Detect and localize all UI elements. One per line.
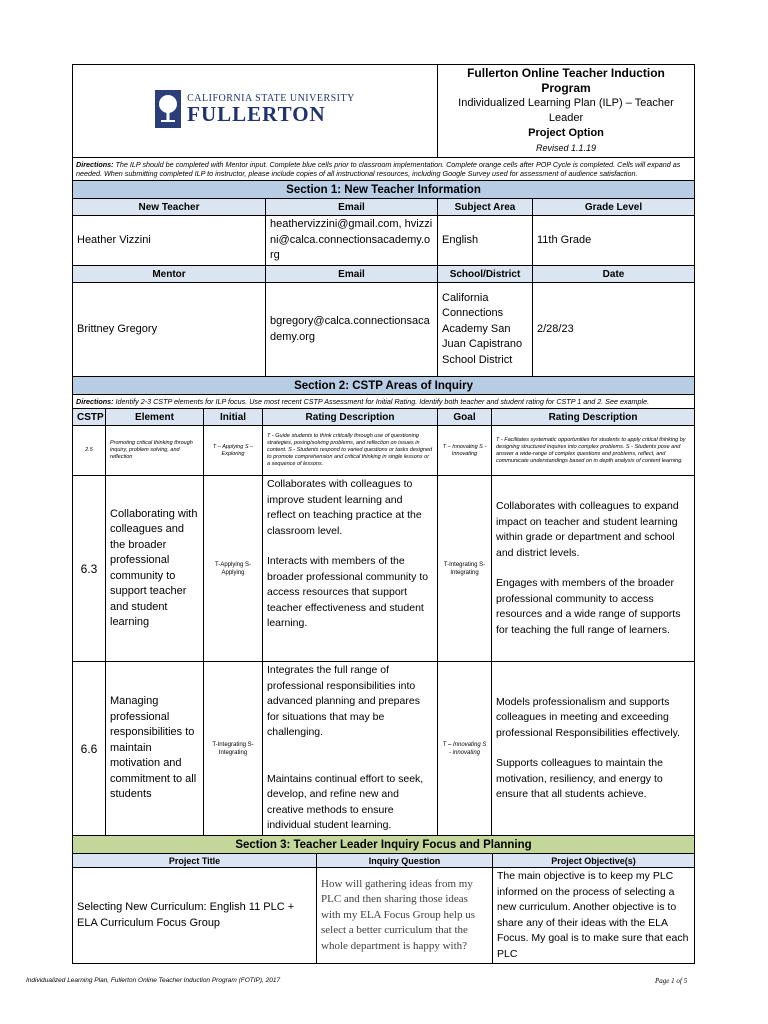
cstp-directions-label: Directions:: [76, 397, 114, 406]
cstp-row: [73, 476, 695, 662]
cstp-goal: T – Innovating S - innovating: [438, 662, 492, 836]
col-date: Date: [533, 266, 695, 283]
section2-table: [72, 376, 695, 836]
teacher-email: heathervizzini@gmail.com, hvizzini@calca.connectionsacademy.org: [266, 216, 438, 266]
cstp-rating-desc: [263, 476, 438, 662]
col-grade: Grade Level: [533, 199, 695, 216]
col-project-objectives: Project Objective(s): [493, 854, 695, 868]
goal-desc-part-2: Engages with members of the broader professional community to access resources and a wide range of supports for teaching the full range of learners.: [496, 577, 681, 636]
directions-text: The ILP should be completed with Mentor input. Complete blue cells prior to classroom implementation. Complete orange cells after POP Cycle is completed. Cells will expand as needed. When submitting completed ILP to instructor, please include copies of all instructional resources, including Google Survey used for assessment of audience satisfaction.: [76, 160, 681, 178]
program-title-cell: [438, 65, 695, 158]
date-value: 2/28/23: [533, 283, 695, 377]
col-school: School/District: [438, 266, 533, 283]
ilp-document: [72, 64, 694, 964]
cstp-element: Managing professional responsibilities to maintain motivation and commitment to all students: [106, 662, 204, 836]
example-goal: T – Innovating S - Innovating: [438, 426, 492, 476]
col-initial: Initial: [204, 409, 263, 426]
cstp-element: Collaborating with colleagues and the broader professional community to support teacher and student learning: [106, 476, 204, 662]
mentor-name: Brittney Gregory: [73, 283, 266, 377]
csuf-logo: [155, 90, 355, 128]
mentor-email: bgregory@calca.connectionsacademy.org: [266, 283, 438, 377]
col-subject: Subject Area: [438, 199, 533, 216]
section3-table: [72, 835, 695, 964]
col-mentor-email: Email: [266, 266, 438, 283]
col-goal: Goal: [438, 409, 492, 426]
section2-title: Section 2: CSTP Areas of Inquiry: [73, 377, 695, 395]
grade-level: 11th Grade: [533, 216, 695, 266]
col-email: Email: [266, 199, 438, 216]
school-district: California Connections Academy San Juan Capistrano School District: [438, 283, 533, 377]
directions-label: Directions:: [76, 160, 114, 169]
teacher-name: Heather Vizzini: [73, 216, 266, 266]
col-new-teacher: New Teacher: [73, 199, 266, 216]
project-title: Selecting New Curriculum: English 11 PLC + ELA Curriculum Focus Group: [73, 868, 317, 964]
section1-title: Section 1: New Teacher Information: [73, 181, 695, 199]
cstp-initial: T-Applying S-Applying: [204, 476, 263, 662]
tree-seal-icon: [155, 90, 181, 128]
cstp-goal-desc: [492, 476, 695, 662]
cstp-initial: T-Integrating S-Integrating: [204, 662, 263, 836]
section1-table: [72, 180, 695, 377]
revised-date: Revised 1.1.19: [535, 143, 597, 153]
directions-general: [73, 158, 695, 181]
rating-desc-part-1: Collaborates with colleagues to improve student learning and reflect on teaching practice at the classroom level.: [267, 478, 422, 537]
footer-left: Individualized Learning Plan, Fullerton Online Teacher Induction Program (FOTIP), 2017: [26, 977, 281, 984]
project-objectives: The main objective is to keep my PLC informed on the process of selecting a new curriculum. Another objective is to share any of their ideas with the ELA Focus. My goal is to make sure that each PLC: [493, 868, 695, 964]
example-element: Promoting critical thinking through inquiry, problem solving, and reflection: [106, 426, 204, 476]
col-inquiry-question: Inquiry Question: [317, 854, 493, 868]
logo-line-1: CALIFORNIA STATE UNIVERSITY: [187, 93, 355, 104]
rating-desc-part-2: Interacts with members of the broader professional community to access resources that support teacher effectiveness and student learning.: [267, 555, 429, 629]
goal-desc-part-1: Collaborates with colleagues to expand impact on teacher and student learning within grade or department and school and district levels.: [496, 500, 679, 559]
col-mentor: Mentor: [73, 266, 266, 283]
example-initial: T – Applying S – Exploring: [204, 426, 263, 476]
goal-desc-part-1: Models professionalism and supports colleagues in meeting and exceeding professional Responsibilities effectively.: [496, 695, 681, 739]
header-table: [72, 64, 695, 181]
page-number: Page 1 of 5: [655, 977, 688, 985]
example-desc: T - Guide students to think critically through use of questioning strategies, posing/solving problems, and reflection on issues in content. S - Students respond to varied questions or tasks designed to promote comprehension and critical thinking in single lessons or a sequence of lessons.: [263, 426, 438, 476]
cstp-number: 6.3: [73, 476, 106, 662]
col-element: Element: [106, 409, 204, 426]
goal-desc-part-2: Supports colleagues to maintain the motivation, resiliency, and energy to ensure that all students achieve.: [496, 757, 663, 800]
inquiry-question: How will gathering ideas from my PLC and then sharing those ideas with my ELA Focus Group help us select a better curriculum that the whole department is happy with?: [317, 868, 493, 964]
example-row: [73, 426, 695, 476]
example-goal-desc: T - Facilitates systematic opportunities for students to apply critical thinking by designing structured inquires into complex problems. S - Students pose and answer a wide-range of complex questions and problems, reflect, and communicate understandings based on in depth analysis of content learning.: [492, 426, 695, 476]
cstp-directions-text: Identify 2-3 CSTP elements for ILP focus. Use most recent CSTP Assessment for Initial Rating. Identify both teacher and student rating for CSTP 1 and 2. See example.: [113, 397, 650, 406]
directions-cstp: [73, 395, 695, 409]
cstp-rating-desc: [263, 662, 438, 836]
plan-title: Individualized Learning Plan (ILP) – Teacher Leader: [458, 97, 674, 124]
col-rating-desc: Rating Description: [263, 409, 438, 426]
cstp-row: [73, 662, 695, 836]
logo-line-2: FULLERTON: [187, 102, 326, 126]
section3-title: Section 3: Teacher Leader Inquiry Focus and Planning: [73, 836, 695, 854]
example-cstp: 2.5: [73, 426, 106, 476]
cstp-goal-desc: [492, 662, 695, 836]
col-goal-rating-desc: Rating Description: [492, 409, 695, 426]
project-option: Project Option: [528, 127, 604, 139]
logo-cell: [73, 65, 438, 158]
col-project-title: Project Title: [73, 854, 317, 868]
rating-desc-part-2: Maintains continual effort to seek, develop, and refine new and creative methods to ensure individual student learning.: [267, 772, 424, 831]
cstp-number: 6.6: [73, 662, 106, 836]
program-title: Fullerton Online Teacher Induction Program: [467, 66, 665, 95]
rating-desc-part-1: Integrates the full range of professional responsibilities into advanced planning and prepares for situations that may be challenging.: [267, 664, 420, 738]
cstp-goal: T-Integrating S-Integrating: [438, 476, 492, 662]
col-cstp: CSTP: [73, 409, 106, 426]
subject-area: English: [438, 216, 533, 266]
